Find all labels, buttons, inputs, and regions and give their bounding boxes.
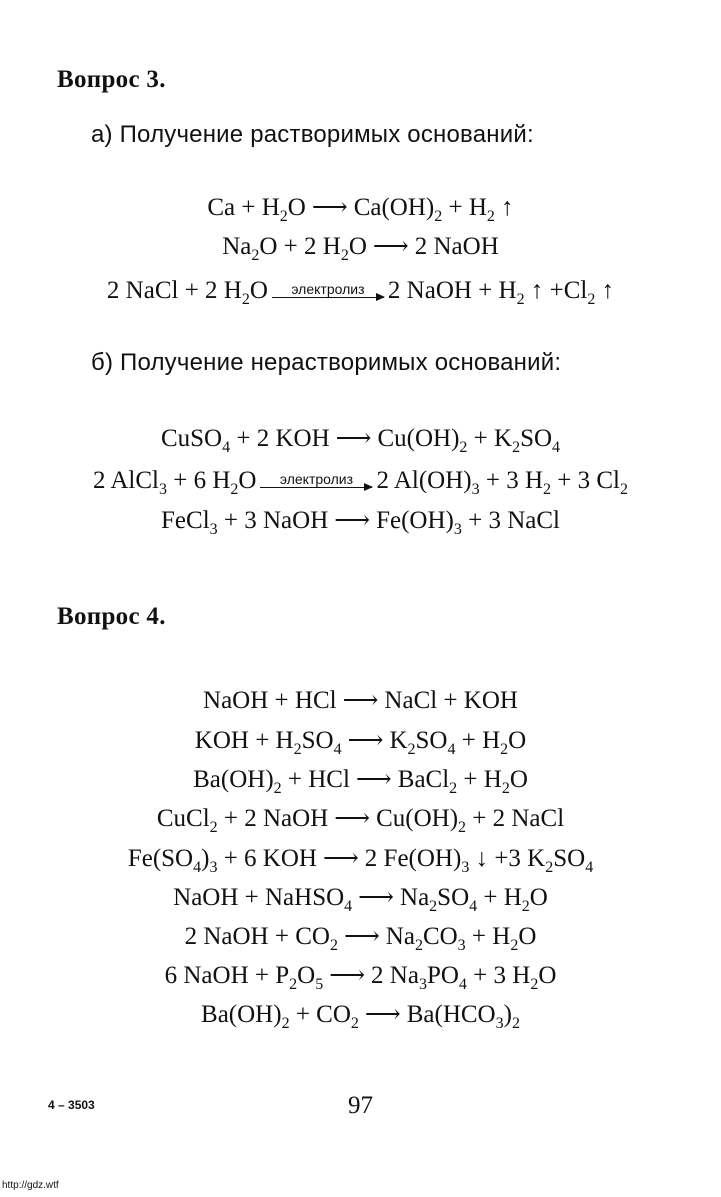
equation: $Na_2O + 2$ $H_2O$ ⟶ 2 NaOH <box>222 233 499 264</box>
equation: NaOH + NaHSO$_4$ ⟶ $Na_2SO_4 + H_2O$ <box>173 884 548 915</box>
insoluble-bases-label: б) Получение нерастворимых оснований: <box>91 349 562 376</box>
equation: FeCl$_3$ + 3 NaOH ⟶ $Fe(OH)_3 + 3$ NaCl <box>161 507 560 538</box>
equation: 2 NaOH + $CO_2$ ⟶ $Na_2CO_3 + H_2O$ <box>184 923 537 954</box>
print-code: 4 – 3503 <box>48 1098 95 1112</box>
electrolysis-arrow <box>260 472 372 488</box>
question-3-title: Вопрос 3. <box>57 66 166 93</box>
equation: CuCl$_2$ + 2 NaOH ⟶ $Cu(OH)_2 + 2$ NaCl <box>156 805 565 836</box>
question-4-title: Вопрос 4. <box>57 603 166 630</box>
equation: 2 AlCl$_3$ + 6 $H_2O$ электролиз 2 $Al(OH)_3 + 3$ $H_2 + 3$ $Cl_2$ <box>93 467 628 498</box>
equation: 2 NaCl + 2 $H_2O$ электролиз 2 NaOH + $H_2$ ↑ $+Cl_2$ ↑ <box>106 277 615 308</box>
watermark-link[interactable]: http://gdz.wtf <box>2 1180 59 1191</box>
equation: $Ba(OH)_2$ + HCl ⟶ BaCl$_2$ + $H_2O$ <box>193 766 528 797</box>
electrolysis-label: электролиз <box>279 471 354 487</box>
equation: 6 NaOH + $P_2O_5$ ⟶ 2 $Na_3PO_4 + 3$ $H_2O$ <box>164 962 557 993</box>
equation: $Fe(SO_4)_3 + 6$ KOH ⟶ 2 $Fe(OH)_3$ ↓ +3 $K_2SO_4$ <box>127 845 594 876</box>
equation: NaOH + HCl ⟶ NaCl + KOH <box>203 687 518 714</box>
equation: $Ba(OH)_2 + CO_2$ ⟶ $Ba(HCO_3)_2$ <box>201 1001 520 1032</box>
electrolysis-label: электролиз <box>291 281 365 297</box>
equation: CuSO$_4$ + 2 KOH ⟶ $Cu(OH)_2 + K_2SO_4$ <box>160 425 561 456</box>
electrolysis-arrow <box>272 282 384 298</box>
soluble-bases-label: а) Получение растворимых оснований: <box>91 121 534 148</box>
equation: $Ca + H_2O$ ⟶ $Ca(OH)_2 + H_2$ ↑ <box>207 194 514 225</box>
equation: KOH + $H_2SO_4$ ⟶ $K_2SO_4 + H_2O$ <box>194 727 527 758</box>
page-number: 97 <box>348 1092 373 1119</box>
